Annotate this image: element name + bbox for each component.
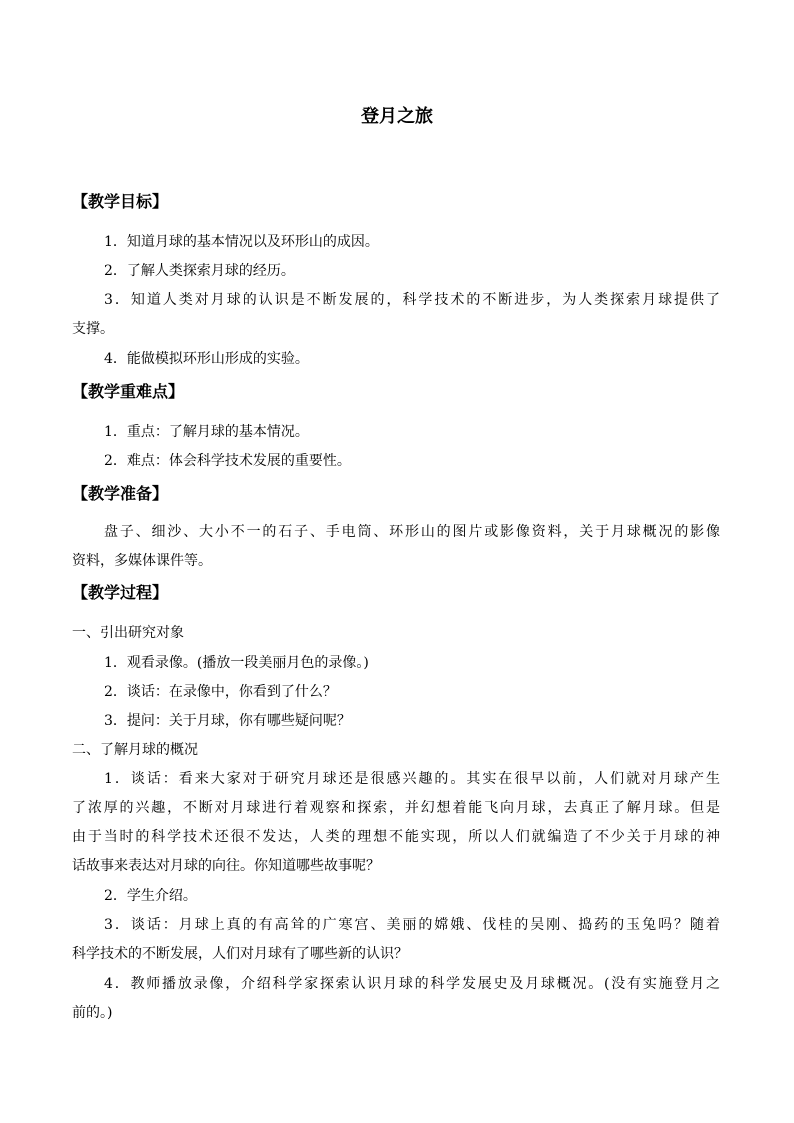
goal-item-4: 4．能做模拟环形山形成的实验。 — [104, 351, 309, 367]
process-part1-title: 一、引出研究对象 — [72, 625, 184, 641]
section-heading-key-points: 【教学重难点】 — [72, 382, 185, 401]
process-part1-item-3: 3．提问：关于月球，你有哪些疑问呢？ — [104, 713, 351, 729]
process-part2-line-8: 4．教师播放录像，介绍科学家探索认识月球的科学发展史及月球概况。(没有实施登月之 — [104, 976, 720, 992]
section-heading-goals: 【教学目标】 — [72, 192, 169, 211]
goal-item-1: 1．知道月球的基本情况以及环形山的成因。 — [104, 234, 379, 250]
section-heading-process: 【教学过程】 — [72, 583, 169, 602]
process-part2-line-1: 1．谈话：看来大家对于研究月球还是很感兴趣的。其实在很早以前，人们就对月球产生 — [104, 771, 720, 787]
process-part2-line-4: 话故事来表达对月球的向往。你知道哪些故事呢？ — [72, 858, 380, 874]
process-part2-line-9: 前的。) — [72, 1005, 113, 1021]
page-title: 登月之旅 — [361, 106, 433, 127]
process-part2-line-7: 科学技术的不断发展，人们对月球有了哪些新的认识？ — [72, 946, 408, 962]
goal-item-3-cont: 支撑。 — [72, 321, 114, 337]
process-part2-line-5: 2．学生介绍。 — [104, 888, 197, 904]
preparation-line-2: 资料，多媒体课件等。 — [72, 553, 212, 569]
goal-item-3: 3．知道人类对月球的认识是不断发展的，科学技术的不断进步，为人类探索月球提供了 — [104, 292, 720, 308]
process-part2-line-2: 了浓厚的兴趣，不断对月球进行着观察和探索，并幻想着能飞向月球，去真正了解月球。但是 — [72, 800, 720, 816]
goal-item-2: 2．了解人类探索月球的经历。 — [104, 263, 295, 279]
preparation-line-1: 盘子、细沙、大小不一的石子、手电筒、环形山的图片或影像资料，关于月球概况的影像 — [104, 524, 720, 540]
section-heading-preparation: 【教学准备】 — [72, 484, 169, 503]
key-point-item-1: 1．重点：了解月球的基本情况。 — [104, 424, 309, 440]
process-part2-line-6: 3．谈话：月球上真的有高耸的广寒宫、美丽的嫦娥、伐桂的吴刚、捣药的玉兔吗？随着 — [104, 917, 720, 933]
key-point-item-2: 2．难点：体会科学技术发展的重要性。 — [104, 453, 351, 469]
process-part2-title: 二、了解月球的概况 — [72, 742, 198, 758]
process-part1-item-1: 1．观看录像。(播放一段美丽月色的录像。) — [104, 655, 369, 671]
process-part1-item-2: 2．谈话：在录像中，你看到了什么？ — [104, 684, 337, 700]
process-part2-line-3: 由于当时的科学技术还很不发达，人类的理想不能实现，所以人们就编造了不少关于月球的神 — [72, 829, 720, 845]
